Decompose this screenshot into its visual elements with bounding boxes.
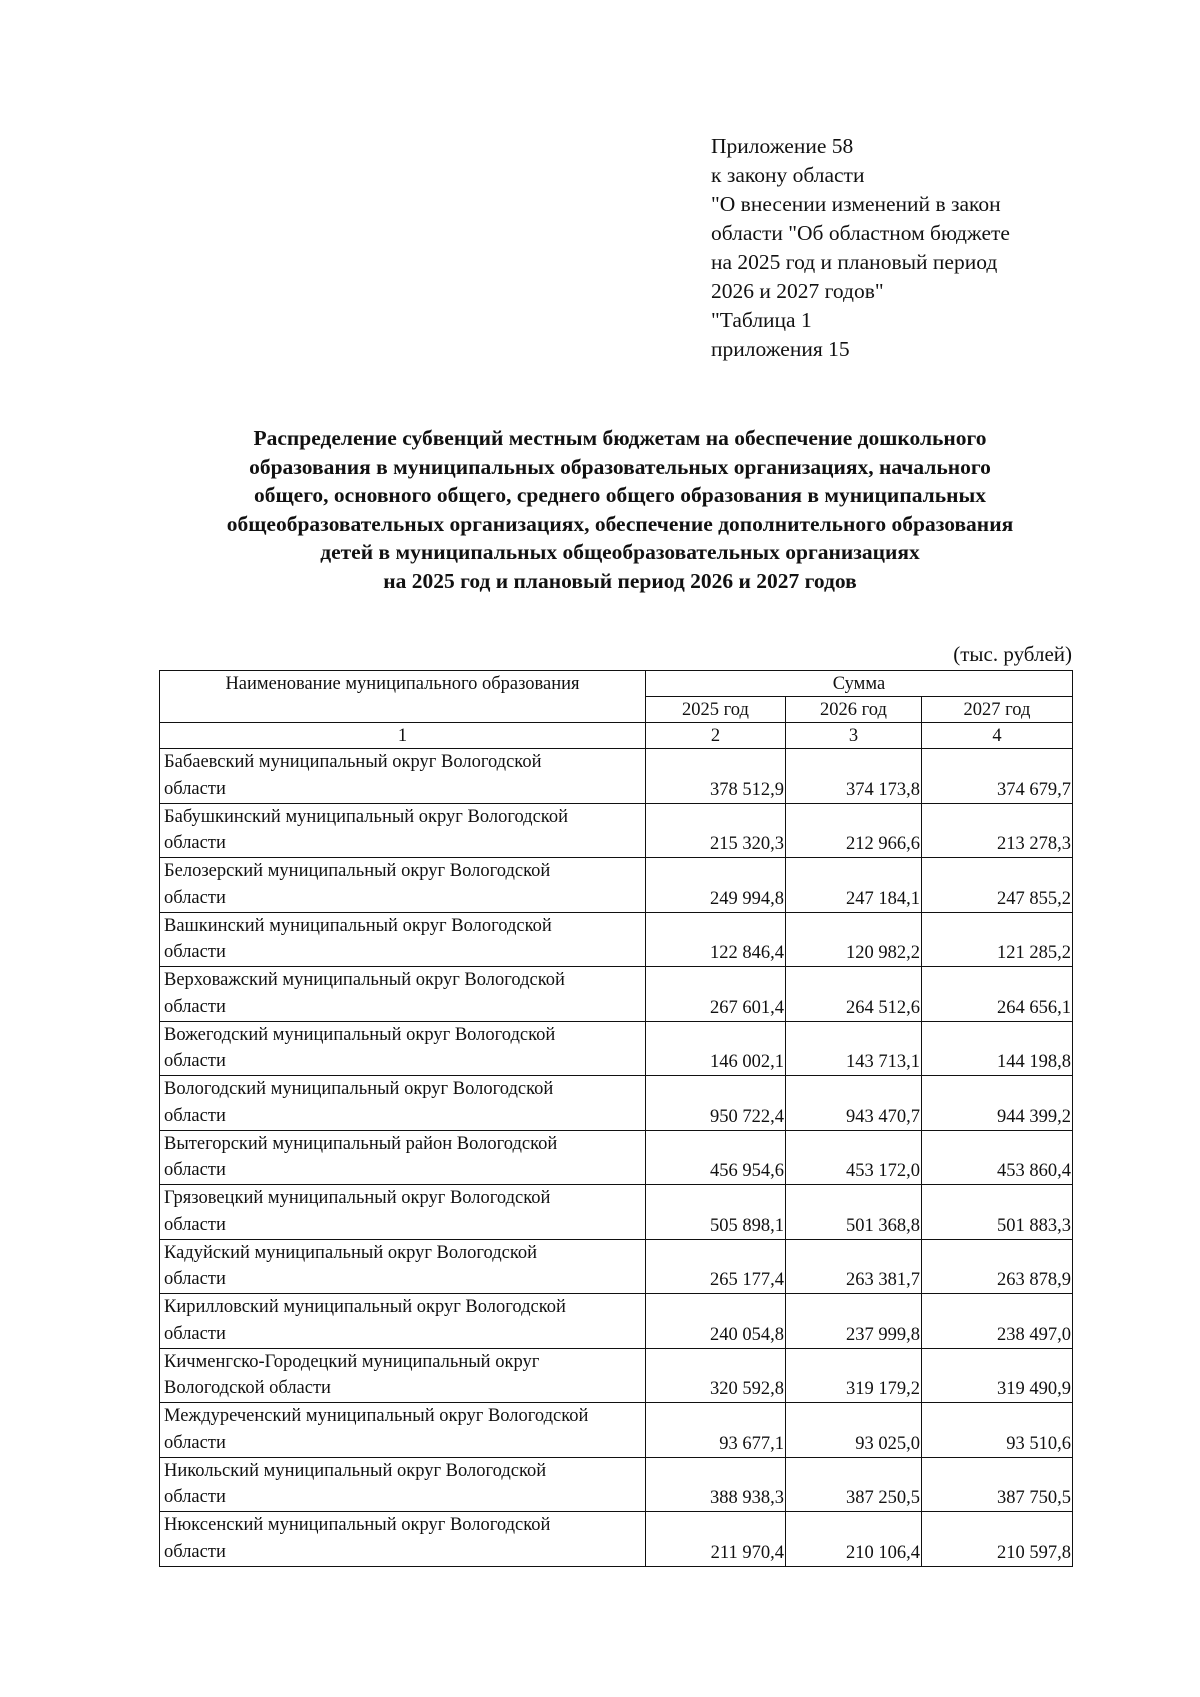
municipality-name-cell (160, 1403, 646, 1458)
header-sum-cell: Сумма (646, 671, 1073, 697)
amount-cell-3: 264 512,6 (786, 967, 922, 1022)
amount-cell-3: 501 368,8 (786, 1185, 922, 1240)
appendix-line: "О внесении изменений в закон (711, 192, 1001, 216)
amount-cell-4: 93 510,6 (922, 1403, 1073, 1458)
amount-cell-4: 213 278,3 (922, 803, 1073, 858)
municipality-name-cell (160, 749, 646, 804)
amount-cell-2: 249 994,8 (646, 858, 786, 913)
amount-cell-4: 247 855,2 (922, 858, 1073, 913)
municipality-name-line: области (164, 1541, 226, 1562)
municipality-name-line: Бабушкинский муниципальный округ Вологодской (164, 806, 569, 827)
appendix-line: приложения 15 (711, 337, 850, 361)
table-row (160, 967, 1073, 1022)
appendix-line: к закону области (711, 163, 865, 187)
table-row (160, 1239, 1073, 1294)
municipality-name-cell (160, 858, 646, 913)
title-line: общеобразовательных организациях, обеспечение дополнительного образования (226, 511, 1014, 536)
amount-cell-2: 211 970,4 (646, 1512, 786, 1567)
municipality-name-line: Кичменгско-Городецкий муниципальный округ (164, 1351, 540, 1372)
municipality-name-cell (160, 1457, 646, 1512)
header-year-cell: 2026 год (786, 697, 922, 723)
amount-cell-3: 387 250,5 (786, 1457, 922, 1512)
municipality-name-line: Вожегодский муниципальный округ Вологодской (164, 1024, 556, 1045)
table-row (160, 1403, 1073, 1458)
municipality-name-line: области (164, 996, 226, 1017)
municipality-name-line: области (164, 1269, 226, 1289)
municipality-name-line: области (164, 1051, 226, 1071)
column-number-cell: 1 (160, 723, 646, 749)
municipality-name-line: области (164, 942, 226, 962)
amount-cell-2: 122 846,4 (646, 912, 786, 967)
municipality-name-line: Междуреченский муниципальный округ Вологодской (164, 1406, 589, 1426)
municipality-name-line: Вологодской области (164, 1378, 331, 1398)
municipality-name-cell (160, 1239, 646, 1294)
amount-cell-3: 93 025,0 (786, 1403, 922, 1458)
table-column-numbers-row (160, 723, 1073, 749)
municipality-name-line: Кадуйский муниципальный округ Вологодской (164, 1242, 538, 1263)
municipality-name-line: области (164, 1214, 226, 1235)
municipality-name-cell (160, 1348, 646, 1403)
header-year-cell: 2025 год (646, 697, 786, 723)
amount-cell-4: 501 883,3 (922, 1185, 1073, 1240)
amount-cell-2: 388 938,3 (646, 1457, 786, 1512)
appendix-line: Приложение 58 (711, 134, 854, 158)
document-title (150, 424, 1090, 596)
column-number-cell: 4 (922, 723, 1073, 749)
municipality-name-line: области (164, 1105, 226, 1126)
appendix-line: 2026 и 2027 годов" (711, 279, 884, 303)
municipality-name-line: Вологодский муниципальный округ Вологодской (164, 1079, 554, 1099)
municipality-name-line: Грязовецкий муниципальный округ Вологодской (164, 1188, 551, 1208)
municipality-name-line: Вашкинский муниципальный округ Вологодской (164, 915, 552, 936)
title-line: детей в муниципальных общеобразовательных организациях (320, 540, 920, 565)
amount-cell-2: 950 722,4 (646, 1076, 786, 1131)
municipality-name-line: области (164, 887, 226, 908)
amount-cell-3: 143 713,1 (786, 1021, 922, 1076)
table-row (160, 1512, 1073, 1567)
table-row (160, 1457, 1073, 1512)
amount-cell-2: 320 592,8 (646, 1348, 786, 1403)
amount-cell-2: 93 677,1 (646, 1403, 786, 1458)
title-line: образования в муниципальных образовательных организациях, начального (249, 454, 991, 479)
municipality-name-line: Нюксенский муниципальный округ Вологодской (164, 1515, 551, 1535)
municipality-name-cell (160, 1130, 646, 1185)
municipality-name-line: области (164, 1323, 226, 1344)
municipality-name-line: области (164, 1432, 226, 1453)
table-row (160, 912, 1073, 967)
municipality-name-cell (160, 1185, 646, 1240)
table-header-row (160, 671, 1073, 697)
amount-cell-3: 210 106,4 (786, 1512, 922, 1567)
title-line: Распределение субвенций местным бюджетам на обеспечение дошкольного (253, 426, 987, 450)
subsidy-table (159, 670, 1073, 1567)
amount-cell-4: 144 198,8 (922, 1021, 1073, 1076)
municipality-name-line: Белозерский муниципальный округ Вологодской (164, 861, 551, 881)
municipality-name-cell (160, 1294, 646, 1349)
municipality-name-line: Бабаевский муниципальный округ Вологодской (164, 752, 542, 772)
municipality-name-line: Кирилловский муниципальный округ Вологодской (164, 1297, 566, 1317)
appendix-line: "Таблица 1 (711, 308, 812, 332)
amount-cell-4: 121 285,2 (922, 912, 1073, 967)
municipality-name-line: области (164, 833, 226, 853)
municipality-name-line: Никольский муниципальный округ Вологодской (164, 1460, 547, 1481)
municipality-name-line: области (164, 1160, 226, 1180)
amount-cell-2: 505 898,1 (646, 1185, 786, 1240)
amount-cell-2: 378 512,9 (646, 749, 786, 804)
municipality-name-line: Вытегорский муниципальный район Вологодской (164, 1133, 558, 1154)
municipality-name-cell (160, 803, 646, 858)
amount-cell-4: 319 490,9 (922, 1348, 1073, 1403)
amount-cell-4: 263 878,9 (922, 1239, 1073, 1294)
table-row (160, 1130, 1073, 1185)
amount-cell-3: 374 173,8 (786, 749, 922, 804)
amount-cell-3: 120 982,2 (786, 912, 922, 967)
table-row (160, 749, 1073, 804)
table-row (160, 1294, 1073, 1349)
amount-cell-3: 237 999,8 (786, 1294, 922, 1349)
amount-cell-3: 319 179,2 (786, 1348, 922, 1403)
amount-cell-4: 374 679,7 (922, 749, 1073, 804)
table-row (160, 1076, 1073, 1131)
amount-cell-2: 215 320,3 (646, 803, 786, 858)
amount-cell-3: 247 184,1 (786, 858, 922, 913)
column-number-cell: 3 (786, 723, 922, 749)
header-year-cell: 2027 год (922, 697, 1073, 723)
municipality-name-cell (160, 912, 646, 967)
appendix-line: области "Об областном бюджете (711, 221, 1010, 245)
amount-cell-3: 453 172,0 (786, 1130, 922, 1185)
municipality-name-line: области (164, 778, 226, 799)
amount-cell-2: 146 002,1 (646, 1021, 786, 1076)
table-row (160, 858, 1073, 913)
amount-cell-4: 264 656,1 (922, 967, 1073, 1022)
units-label: (тыс. рублей) (953, 642, 1072, 666)
amount-cell-4: 944 399,2 (922, 1076, 1073, 1131)
municipality-name-line: области (164, 1487, 226, 1507)
amount-cell-2: 456 954,6 (646, 1130, 786, 1185)
header-name-cell: Наименование муниципального образования (160, 671, 646, 723)
amount-cell-4: 387 750,5 (922, 1457, 1073, 1512)
amount-cell-4: 210 597,8 (922, 1512, 1073, 1567)
appendix-reference (711, 132, 1131, 364)
table-row (160, 1348, 1073, 1403)
table-row (160, 1021, 1073, 1076)
amount-cell-4: 238 497,0 (922, 1294, 1073, 1349)
municipality-name-cell (160, 1076, 646, 1131)
title-line: на 2025 год и плановый период 2026 и 2027 годов (383, 568, 857, 593)
municipality-name-line: Верховажский муниципальный округ Вологодской (164, 970, 565, 990)
amount-cell-4: 453 860,4 (922, 1130, 1073, 1185)
title-line: общего, основного общего, среднего общего образования в муниципальных (254, 483, 986, 508)
amount-cell-2: 267 601,4 (646, 967, 786, 1022)
appendix-line: на 2025 год и плановый период (711, 250, 998, 274)
column-number-cell: 2 (646, 723, 786, 749)
table-row (160, 1185, 1073, 1240)
municipality-name-cell (160, 1021, 646, 1076)
municipality-name-cell (160, 967, 646, 1022)
amount-cell-3: 943 470,7 (786, 1076, 922, 1131)
municipality-name-cell (160, 1512, 646, 1567)
amount-cell-2: 240 054,8 (646, 1294, 786, 1349)
amount-cell-2: 265 177,4 (646, 1239, 786, 1294)
amount-cell-3: 212 966,6 (786, 803, 922, 858)
table-row (160, 803, 1073, 858)
amount-cell-3: 263 381,7 (786, 1239, 922, 1294)
